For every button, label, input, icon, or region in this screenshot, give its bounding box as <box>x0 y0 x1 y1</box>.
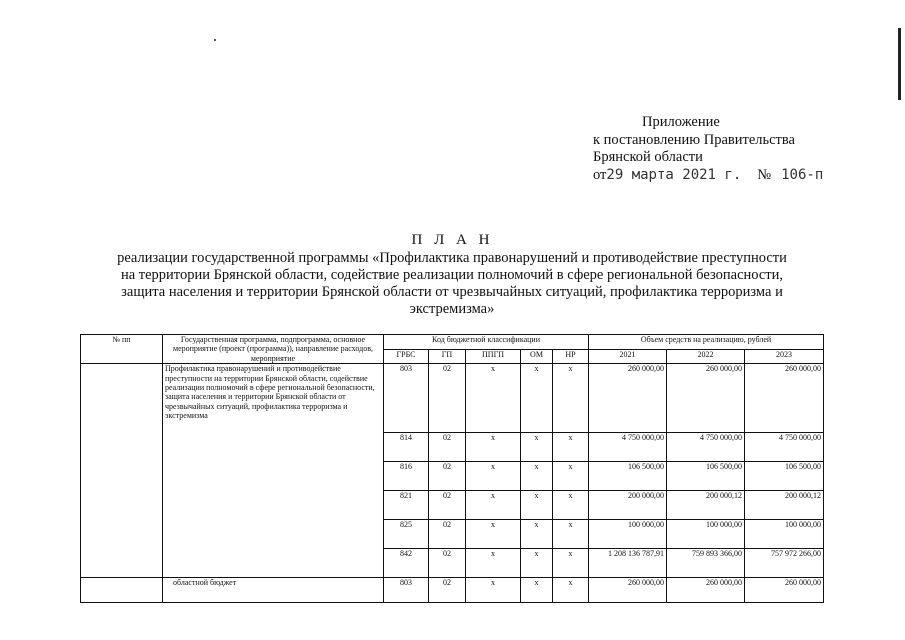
col-header-nr: НР <box>553 349 589 364</box>
cell-gp: 02 <box>429 520 466 549</box>
col-header-2022: 2022 <box>667 349 745 364</box>
cell-gp: 02 <box>429 578 466 603</box>
cell-2021: 260 000,00 <box>589 578 667 603</box>
scan-edge-mark <box>898 28 901 100</box>
cell-om: х <box>521 491 553 520</box>
appendix-date-line <box>593 167 823 185</box>
cell-gp: 02 <box>429 462 466 491</box>
date-prefix: от <box>593 166 607 183</box>
cell-om: х <box>521 433 553 462</box>
cell-gp: 02 <box>429 549 466 578</box>
cell-om: х <box>521 578 553 603</box>
col-header-num: № пп <box>81 335 163 364</box>
col-header-gp: ГП <box>429 349 466 364</box>
cell-2022: 260 000,00 <box>667 364 745 433</box>
cell-2023: 260 000,00 <box>745 578 824 603</box>
cell-2021: 1 208 136 787,91 <box>589 549 667 578</box>
cell-ppgp: х <box>466 491 521 520</box>
cell-2023: 106 500,00 <box>745 462 824 491</box>
cell-nr: х <box>553 520 589 549</box>
col-header-2023: 2023 <box>745 349 824 364</box>
scan-speck <box>214 39 216 41</box>
table-row-budget <box>81 578 824 603</box>
row-number-cell <box>81 578 163 603</box>
cell-2022: 4 750 000,00 <box>667 433 745 462</box>
cell-nr: х <box>553 549 589 578</box>
col-header-funds: Объем средств на реализацию, рублей <box>589 335 824 350</box>
cell-grbs: 803 <box>384 578 429 603</box>
document-subtitle: реализации государственной программы «Профилактика правонарушений и противодействие преступности на территории Брянской области, содействие реализации полномочий в сфере региональной безопасности, защита населения и территории Брянской области от чрезвычайных ситуаций, профилактика терроризма и экстремизма» <box>117 250 787 317</box>
cell-nr: х <box>553 578 589 603</box>
col-header-budget-code: Код бюджетной классификации <box>384 335 589 350</box>
cell-nr: х <box>553 433 589 462</box>
cell-2022: 200 000,12 <box>667 491 745 520</box>
cell-2022: 100 000,00 <box>667 520 745 549</box>
cell-2023: 100 000,00 <box>745 520 824 549</box>
cell-ppgp: х <box>466 520 521 549</box>
cell-ppgp: х <box>466 578 521 603</box>
number-stamp: 106-п <box>781 166 824 183</box>
cell-ppgp: х <box>466 433 521 462</box>
cell-2021: 200 000,00 <box>589 491 667 520</box>
cell-ppgp: х <box>466 549 521 578</box>
col-header-program: Государственная программа, подпрограмма, основное мероприятие (проект (программа)), направление расходов, мероприятие <box>163 335 384 364</box>
cell-grbs: 842 <box>384 549 429 578</box>
cell-2023: 260 000,00 <box>745 364 824 433</box>
cell-2022: 260 000,00 <box>667 578 745 603</box>
appendix-line-region: Брянской области <box>593 149 703 165</box>
cell-om: х <box>521 364 553 433</box>
cell-grbs: 803 <box>384 364 429 433</box>
cell-grbs: 821 <box>384 491 429 520</box>
cell-gp: 02 <box>429 433 466 462</box>
row-number-cell <box>81 364 163 578</box>
col-header-ppgp: ППГП <box>466 349 521 364</box>
cell-2022: 106 500,00 <box>667 462 745 491</box>
col-header-2021: 2021 <box>589 349 667 364</box>
cell-2022: 759 893 366,00 <box>667 549 745 578</box>
date-stamp: 29 марта 2021 г. <box>606 166 742 183</box>
appendix-line-decree: к постановлению Правительства <box>593 131 795 148</box>
cell-nr: х <box>553 364 589 433</box>
cell-om: х <box>521 520 553 549</box>
cell-om: х <box>521 462 553 491</box>
cell-gp: 02 <box>429 491 466 520</box>
cell-ppgp: х <box>466 462 521 491</box>
cell-grbs: 814 <box>384 433 429 462</box>
cell-nr: х <box>553 491 589 520</box>
cell-2021: 100 000,00 <box>589 520 667 549</box>
budget-label-cell: областной бюджет <box>163 578 384 603</box>
cell-2021: 260 000,00 <box>589 364 667 433</box>
cell-2023: 200 000,12 <box>745 491 824 520</box>
col-header-om: ОМ <box>521 349 553 364</box>
cell-2023: 4 750 000,00 <box>745 433 824 462</box>
table-row <box>81 364 824 433</box>
header-row-1 <box>81 335 824 350</box>
plan-table <box>80 334 824 603</box>
number-sign: № <box>757 166 772 183</box>
col-header-grbs: ГРБС <box>384 349 429 364</box>
appendix-title: Приложение <box>642 114 720 130</box>
appendix-block <box>593 114 823 184</box>
cell-gp: 02 <box>429 364 466 433</box>
cell-2021: 106 500,00 <box>589 462 667 491</box>
document-title: П Л А Н <box>411 232 494 248</box>
cell-grbs: 825 <box>384 520 429 549</box>
cell-2023: 757 972 266,00 <box>745 549 824 578</box>
cell-2021: 4 750 000,00 <box>589 433 667 462</box>
program-name-cell: Профилактика правонарушений и противодействие преступности на территории Брянской области, содействие реализации полномочий в сфере региональной безопасности, защита населения и территории Брянской области от чрезвычайных ситуаций, профилактика терроризма и экстремизма <box>163 364 384 578</box>
cell-grbs: 816 <box>384 462 429 491</box>
cell-ppgp: х <box>466 364 521 433</box>
cell-nr: х <box>553 462 589 491</box>
cell-om: х <box>521 549 553 578</box>
